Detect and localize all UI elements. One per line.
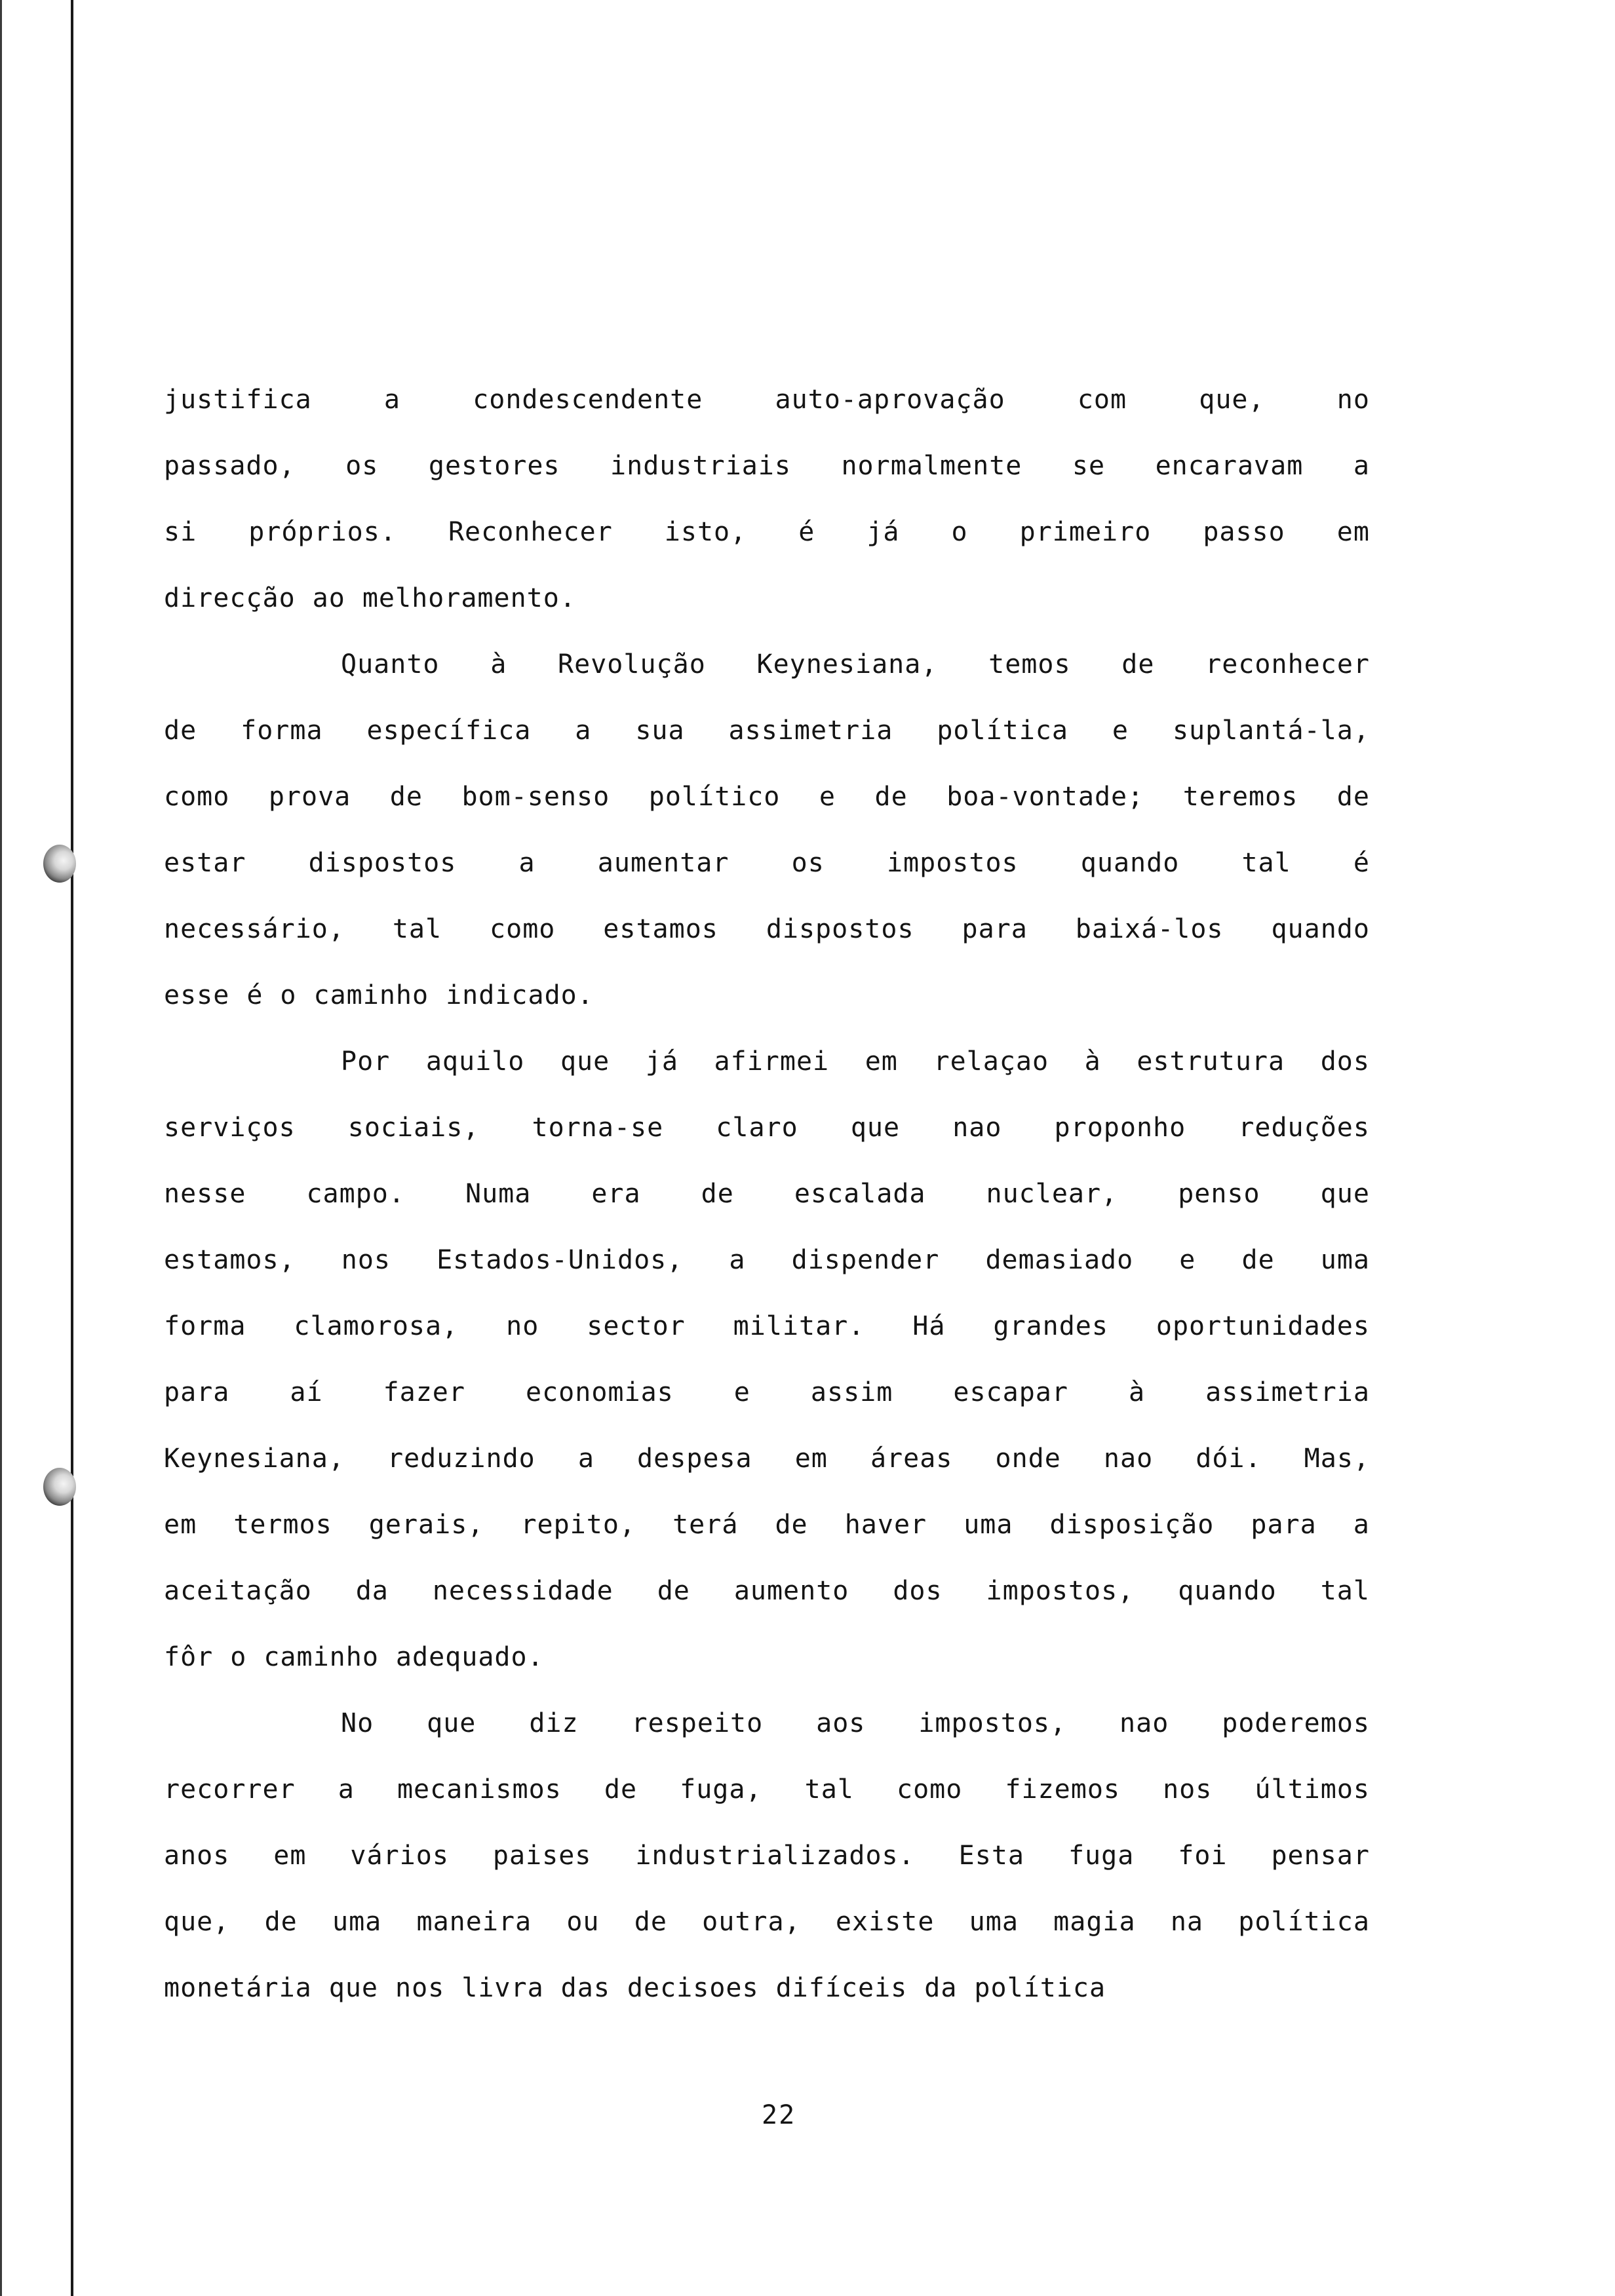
text-line: anos em vários paises industrializados. Esta fuga foi pensar [164, 1841, 1370, 1871]
text-line: para aí fazer economias e assim escapar à assimetria [164, 1377, 1370, 1407]
text-line: passado, os gestores industriais normalmente se encaravam a [164, 451, 1370, 481]
text-line: como prova de bom-senso político e de boa-vontade; teremos de [164, 782, 1370, 812]
text-line: esse é o caminho indicado. [164, 980, 594, 1010]
text-line: de forma específica a sua assimetria política e suplantá-la, [164, 716, 1370, 746]
punch-hole-bottom [43, 1468, 76, 1506]
margin-rule [71, 0, 73, 2296]
text-line: nesse campo. Numa era de escalada nuclear, penso que [164, 1179, 1370, 1209]
document-body [164, 367, 1370, 2021]
text-line: No que diz respeito aos impostos, nao poderemos [341, 1708, 1370, 1738]
text-line: direcção ao melhoramento. [164, 583, 576, 613]
text-line: justifica a condescendente auto-aprovação com que, no [164, 385, 1370, 415]
text-line: que, de uma maneira ou de outra, existe uma magia na política [164, 1907, 1370, 1937]
text-line: estar dispostos a aumentar os impostos quando tal é [164, 848, 1370, 878]
text-line: fôr o caminho adequado. [164, 1642, 544, 1672]
text-line: Por aquilo que já afirmei em relaçao à estrutura dos [341, 1046, 1370, 1077]
text-line: aceitação da necessidade de aumento dos impostos, quando tal [164, 1576, 1370, 1606]
binder-edge-line [0, 0, 2, 2296]
text-line: recorrer a mecanismos de fuga, tal como fizemos nos últimos [164, 1774, 1370, 1805]
page-number: 22 [762, 2100, 796, 2130]
text-line: estamos, nos Estados-Unidos, a dispender demasiado e de uma [164, 1245, 1370, 1275]
text-line: Quanto à Revolução Keynesiana, temos de reconhecer [341, 649, 1370, 679]
text-line: monetária que nos livra das decisoes difíceis da política [164, 1973, 1106, 2003]
text-line: necessário, tal como estamos dispostos para baixá-los quando [164, 914, 1370, 944]
text-line: forma clamorosa, no sector militar. Há grandes oportunidades [164, 1311, 1370, 1341]
text-line: em termos gerais, repito, terá de haver uma disposição para a [164, 1510, 1370, 1540]
text-line: serviços sociais, torna-se claro que nao proponho reduções [164, 1113, 1370, 1143]
text-line: si próprios. Reconhecer isto, é já o primeiro passo em [164, 517, 1370, 547]
text-line: Keynesiana, reduzindo a despesa em áreas onde nao dói. Mas, [164, 1444, 1370, 1474]
punch-hole-top [43, 845, 76, 883]
